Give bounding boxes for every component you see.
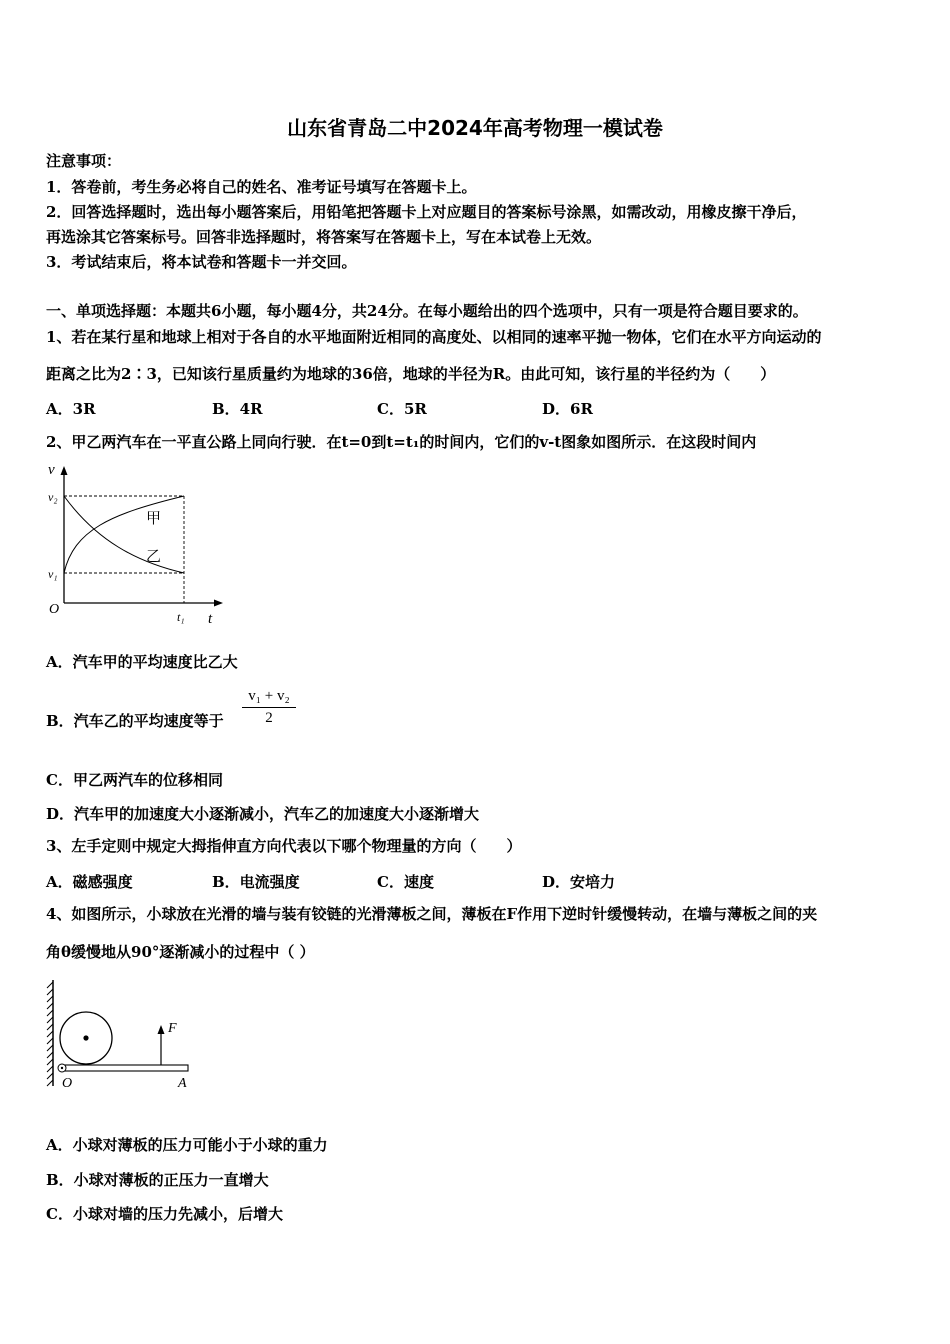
- q2-stem: 2、甲乙两汽车在一平直公路上同向行驶．在t=0到t=t₁的时间内，它们的v-t图象如图所示．在这段时间内: [46, 433, 757, 451]
- page-title: 山东省青岛二中2024年高考物理一模试卷: [287, 116, 663, 140]
- fraction-denominator: 2: [265, 710, 273, 726]
- wall-hatching: [47, 982, 53, 1086]
- ball-center: [83, 1035, 88, 1040]
- curve-jia: [64, 496, 184, 573]
- hinge-pin: [61, 1067, 63, 1069]
- q3-option-d: D．安培力: [542, 873, 616, 891]
- q1-option-b: B．4R: [212, 400, 263, 418]
- q4-stem-line1: 4、如图所示，小球放在光滑的墙与装有铰链的光滑薄板之间，薄板在F作用下逆时针缓慢转动，在墙与薄板之间的夹: [46, 905, 818, 923]
- t1-label: t₁: [177, 610, 185, 624]
- origin-label: O: [49, 602, 60, 617]
- curve-yi-label: 乙: [146, 549, 162, 565]
- q4-option-a: A．小球对薄板的压力可能小于小球的重力: [46, 1136, 328, 1154]
- t-axis-arrow: [214, 600, 223, 607]
- q1-stem-line1: 1、若在某行星和地球上相对于各自的水平地面附近相同的高度处、以相同的速率平抛一物体，它们在水平方向运动的: [46, 328, 822, 346]
- t-axis-label: t: [208, 611, 213, 627]
- notice-item: 3．考试结束后，将本试卷和答题卡一并交回。: [46, 253, 357, 271]
- board-end-label: A: [178, 1076, 187, 1091]
- q2-option-b: B．汽车乙的平均速度等于: [46, 712, 224, 730]
- notice-item: 再选涂其它答案标号。回答非选择题时，将答案写在答题卡上，写在本试卷上无效。: [46, 228, 602, 246]
- q1-option-d: D．6R: [542, 400, 593, 418]
- q3-option-a: A．磁感强度: [46, 873, 133, 891]
- v-axis-arrow: [61, 466, 68, 475]
- fraction-numerator: v₁ + v₂: [242, 688, 296, 708]
- v2-label: v₂: [48, 490, 58, 504]
- force-label: F: [168, 1021, 177, 1036]
- q4-option-c: C．小球对墙的压力先减小，后增大: [46, 1205, 283, 1223]
- curve-jia-label: 甲: [146, 511, 162, 527]
- notice-item: 2．回答选择题时，选出每小题答案后，用铅笔把答题卡上对应题目的答案标号涂黑，如需改动，用橡皮擦干净后，: [46, 203, 807, 221]
- q4-option-b: B．小球对薄板的正压力一直增大: [46, 1171, 269, 1189]
- section-heading: 一、单项选择题：本题共6小题，每小题4分，共24分。在每小题给出的四个选项中，只有一项是符合题目要求的。: [46, 302, 808, 320]
- vt-graph: [40, 458, 240, 628]
- q2-option-c: C．甲乙两汽车的位移相同: [46, 771, 223, 789]
- notice-heading: 注意事项：: [46, 152, 122, 170]
- q2-option-b-fraction: [242, 688, 296, 727]
- v-axis-label: v: [48, 462, 55, 478]
- v1-label: v₁: [48, 567, 58, 581]
- q1-option-c: C．5R: [377, 400, 427, 418]
- q2-option-d: D．汽车甲的加速度大小逐渐减小，汽车乙的加速度大小逐渐增大: [46, 805, 480, 823]
- q4-stem-line2: 角θ缓慢地从90°逐渐减小的过程中（ ）: [46, 943, 315, 961]
- board: [60, 1065, 188, 1071]
- q1-stem-line2: 距离之比为2∶3，已知该行星质量约为地球的36倍，地球的半径为R。由此可知，该行星的半径约为（ ）: [46, 365, 776, 383]
- ball-board-figure: [40, 974, 200, 1094]
- q3-option-c: C．速度: [377, 873, 434, 891]
- force-arrow-head: [158, 1025, 165, 1034]
- q2-option-a: A．汽车甲的平均速度比乙大: [46, 653, 238, 671]
- q1-option-a: A．3R: [46, 400, 96, 418]
- q3-option-b: B．电流强度: [212, 873, 300, 891]
- hinge-label: O: [62, 1076, 73, 1091]
- curve-yi: [64, 496, 184, 573]
- notice-item: 1．答卷前，考生务必将自己的姓名、准考证号填写在答题卡上。: [46, 178, 477, 196]
- q3-stem: 3、左手定则中规定大拇指伸直方向代表以下哪个物理量的方向（ ）: [46, 837, 522, 855]
